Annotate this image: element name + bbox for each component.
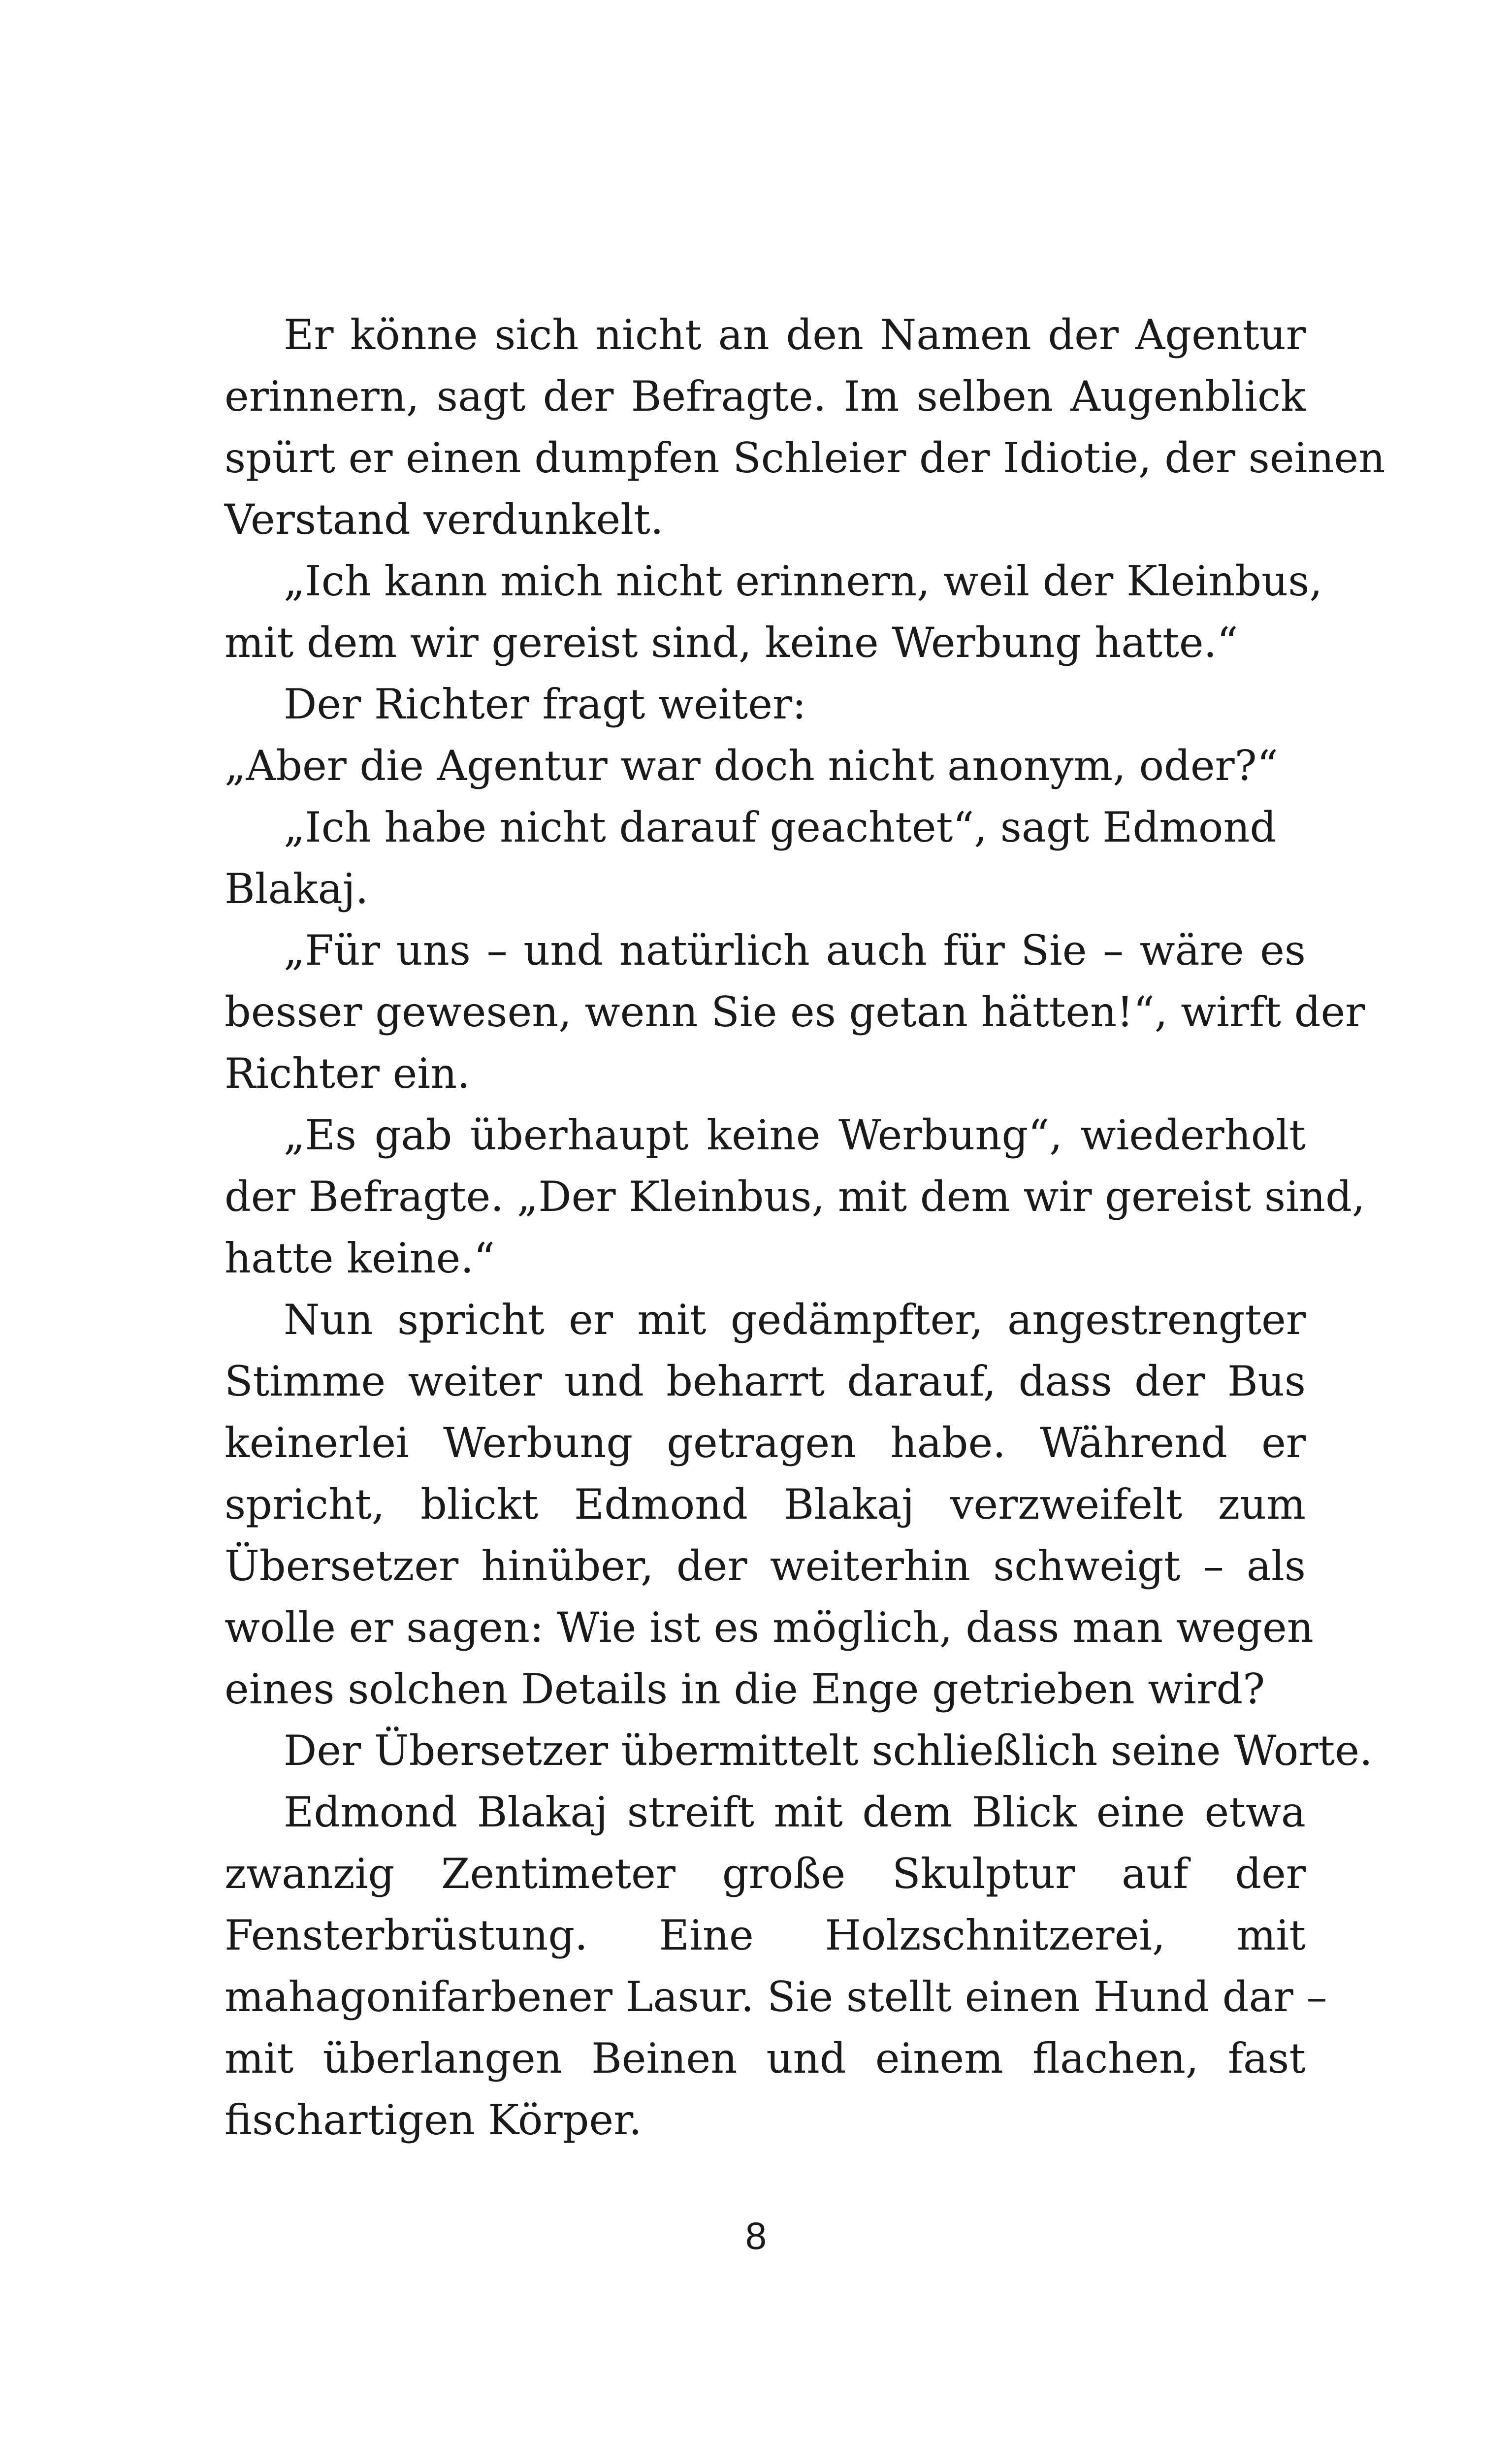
text-line: wolle er sagen: Wie ist es möglich, dass man wegen <box>225 1603 1314 1652</box>
text-line: hatte keine.“ <box>225 1234 495 1282</box>
text-line: besser gewesen, wenn Sie es getan hätten!“, wirft der <box>225 988 1365 1036</box>
text-line: „Aber die Agentur war doch nicht anonym, oder?“ <box>225 742 1278 790</box>
text-line: „Für uns – und natürlich auch für Sie – wäre es <box>284 926 1306 975</box>
text-line: spürt er einen dumpfen Schleier der Idiotie, der seinen <box>225 434 1385 482</box>
text-line: Stimme weiter und beharrt darauf, dass der Bus <box>225 1357 1306 1405</box>
page-number: 8 <box>745 2214 767 2257</box>
text-line: Der Übersetzer übermittelt schließlich seine Worte. <box>284 1726 1373 1775</box>
text-line: „Ich habe nicht darauf geachtet“, sagt Edmond <box>284 803 1277 851</box>
body-text <box>225 304 1385 2151</box>
text-line: Nun spricht er mit gedämpfter, angestrengter <box>284 1296 1306 1344</box>
text-line: der Befragte. „Der Kleinbus, mit dem wir gereist sind, <box>225 1173 1365 1221</box>
text-line: erinnern, sagt der Befragte. Im selben Augenblick <box>225 372 1306 421</box>
text-line: Fensterbrüstung. Eine Holzschnitzerei, mit <box>225 1911 1306 1959</box>
text-line: fischartigen Körper. <box>225 2096 642 2144</box>
text-line: „Es gab überhaupt keine Werbung“, wiederholt <box>284 1111 1306 1159</box>
text-line: Er könne sich nicht an den Namen der Agentur <box>284 311 1306 359</box>
text-line: Verstand verdunkelt. <box>225 495 664 544</box>
text-line: Der Richter fragt weiter: <box>284 680 806 728</box>
text-line: mit dem wir gereist sind, keine Werbung hatte.“ <box>225 619 1238 667</box>
text-line: „Ich kann mich nicht erinnern, weil der Kleinbus, <box>284 557 1323 605</box>
text-line: mahagonifarbener Lasur. Sie stellt einen Hund dar – <box>225 1973 1327 2021</box>
text-line: Richter ein. <box>225 1049 470 1098</box>
text-line: Edmond Blakaj streift mit dem Blick eine etwa <box>284 1788 1306 1836</box>
text-line: eines solchen Details in die Enge getrieben wird? <box>225 1665 1265 1713</box>
text-line: spricht, blickt Edmond Blakaj verzweifelt zum <box>225 1480 1306 1529</box>
text-line: mit überlangen Beinen und einem flachen, fast <box>225 2034 1306 2083</box>
text-line: zwanzig Zentimeter große Skulptur auf der <box>225 1850 1306 1898</box>
text-line: keinerlei Werbung getragen habe. Während er <box>225 1419 1306 1467</box>
text-line: Übersetzer hinüber, der weiterhin schweigt – als <box>225 1542 1306 1590</box>
text-line: Blakaj. <box>225 865 369 913</box>
